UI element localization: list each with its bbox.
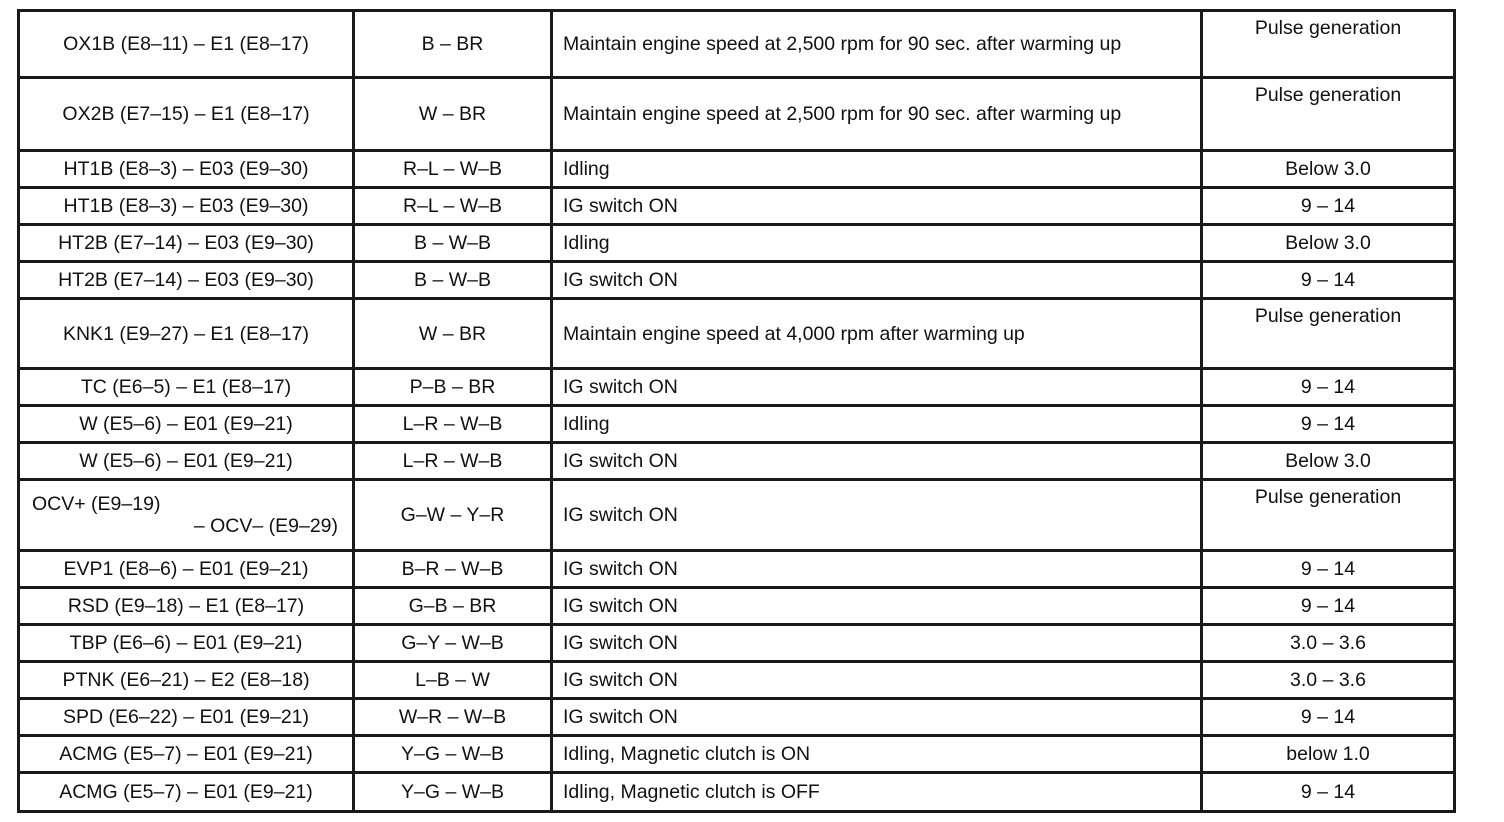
condition-cell: IG switch ON [552, 551, 1202, 588]
terminal-cell: TC (E6–5) – E1 (E8–17) [19, 369, 354, 406]
terminal-cell: EVP1 (E8–6) – E01 (E9–21) [19, 551, 354, 588]
wiring-color-cell: W–R – W–B [354, 699, 552, 736]
condition-cell: IG switch ON [552, 188, 1202, 225]
terminal-cell: W (E5–6) – E01 (E9–21) [19, 406, 354, 443]
condition-cell: Idling, Magnetic clutch is ON [552, 736, 1202, 773]
terminal-cell: TBP (E6–6) – E01 (E9–21) [19, 625, 354, 662]
terminal-cell: OX2B (E7–15) – E1 (E8–17) [19, 78, 354, 151]
terminal-voltage-table [17, 9, 1456, 813]
wiring-color-cell: B – W–B [354, 262, 552, 299]
condition-cell: IG switch ON [552, 625, 1202, 662]
specified-condition-cell: Below 3.0 [1202, 225, 1455, 262]
wiring-color-cell: W – BR [354, 78, 552, 151]
terminal-cell: ACMG (E5–7) – E01 (E9–21) [19, 736, 354, 773]
table-row [19, 406, 1455, 443]
specified-condition-cell: 9 – 14 [1202, 588, 1455, 625]
condition-cell: Idling [552, 151, 1202, 188]
condition-cell: Maintain engine speed at 4,000 rpm after warming up [552, 299, 1202, 369]
table-row [19, 443, 1455, 480]
table-row [19, 299, 1455, 369]
wiring-color-cell: G–Y – W–B [354, 625, 552, 662]
specified-condition-cell: 9 – 14 [1202, 773, 1455, 812]
condition-cell: IG switch ON [552, 369, 1202, 406]
condition-cell: IG switch ON [552, 480, 1202, 551]
table-row [19, 773, 1455, 812]
wiring-color-cell: Y–G – W–B [354, 773, 552, 812]
wiring-color-cell: Y–G – W–B [354, 736, 552, 773]
wiring-color-cell: B – BR [354, 11, 552, 78]
specified-condition-cell: 9 – 14 [1202, 188, 1455, 225]
terminal-cell [19, 480, 354, 551]
condition-cell: Maintain engine speed at 2,500 rpm for 90 sec. after warming up [552, 11, 1202, 78]
condition-cell: IG switch ON [552, 443, 1202, 480]
specified-condition-cell: below 1.0 [1202, 736, 1455, 773]
terminal-cell: PTNK (E6–21) – E2 (E8–18) [19, 662, 354, 699]
terminal-cell: HT1B (E8–3) – E03 (E9–30) [19, 188, 354, 225]
condition-cell: Idling [552, 225, 1202, 262]
wiring-color-cell: P–B – BR [354, 369, 552, 406]
specified-condition-cell: 9 – 14 [1202, 262, 1455, 299]
terminal-cell: KNK1 (E9–27) – E1 (E8–17) [19, 299, 354, 369]
condition-cell: IG switch ON [552, 662, 1202, 699]
table-row [19, 736, 1455, 773]
condition-cell: Idling, Magnetic clutch is OFF [552, 773, 1202, 812]
condition-cell: IG switch ON [552, 262, 1202, 299]
table-row [19, 151, 1455, 188]
table-row [19, 225, 1455, 262]
terminal-cell-line-2: – OCV– (E9–29) [193, 515, 338, 537]
table-row [19, 11, 1455, 78]
condition-cell: IG switch ON [552, 588, 1202, 625]
table-row [19, 625, 1455, 662]
specified-condition-cell: 9 – 14 [1202, 369, 1455, 406]
terminal-cell: W (E5–6) – E01 (E9–21) [19, 443, 354, 480]
table-row [19, 699, 1455, 736]
terminal-cell: HT2B (E7–14) – E03 (E9–30) [19, 225, 354, 262]
wiring-color-cell: B–R – W–B [354, 551, 552, 588]
specified-condition-cell: 3.0 – 3.6 [1202, 662, 1455, 699]
condition-cell: Maintain engine speed at 2,500 rpm for 90 sec. after warming up [552, 78, 1202, 151]
wiring-color-cell: L–B – W [354, 662, 552, 699]
condition-cell: Idling [552, 406, 1202, 443]
table-row [19, 662, 1455, 699]
terminal-cell: HT2B (E7–14) – E03 (E9–30) [19, 262, 354, 299]
specified-condition-cell: Pulse generation [1202, 480, 1455, 551]
table-row [19, 369, 1455, 406]
table-row [19, 262, 1455, 299]
specified-condition-cell: Below 3.0 [1202, 443, 1455, 480]
specified-condition-cell: Pulse generation [1202, 78, 1455, 151]
wiring-color-cell: L–R – W–B [354, 443, 552, 480]
specified-condition-cell: 9 – 14 [1202, 551, 1455, 588]
table-row [19, 551, 1455, 588]
wiring-color-cell: R–L – W–B [354, 151, 552, 188]
table-row [19, 480, 1455, 551]
wiring-color-cell: B – W–B [354, 225, 552, 262]
terminal-cell: ACMG (E5–7) – E01 (E9–21) [19, 773, 354, 812]
terminal-cell: HT1B (E8–3) – E03 (E9–30) [19, 151, 354, 188]
terminal-cell-line-1: OCV+ (E9–19) [32, 493, 161, 515]
condition-cell: IG switch ON [552, 699, 1202, 736]
wiring-color-cell: G–B – BR [354, 588, 552, 625]
wiring-color-cell: L–R – W–B [354, 406, 552, 443]
specified-condition-cell: 3.0 – 3.6 [1202, 625, 1455, 662]
specified-condition-cell: Pulse generation [1202, 299, 1455, 369]
table-row [19, 78, 1455, 151]
table-row [19, 188, 1455, 225]
terminal-cell: OX1B (E8–11) – E1 (E8–17) [19, 11, 354, 78]
specified-condition-cell: Pulse generation [1202, 11, 1455, 78]
terminal-cell: RSD (E9–18) – E1 (E8–17) [19, 588, 354, 625]
table-row [19, 588, 1455, 625]
specified-condition-cell: 9 – 14 [1202, 406, 1455, 443]
specified-condition-cell: Below 3.0 [1202, 151, 1455, 188]
wiring-color-cell: R–L – W–B [354, 188, 552, 225]
wiring-color-cell: G–W – Y–R [354, 480, 552, 551]
terminal-cell: SPD (E6–22) – E01 (E9–21) [19, 699, 354, 736]
wiring-color-cell: W – BR [354, 299, 552, 369]
specified-condition-cell: 9 – 14 [1202, 699, 1455, 736]
